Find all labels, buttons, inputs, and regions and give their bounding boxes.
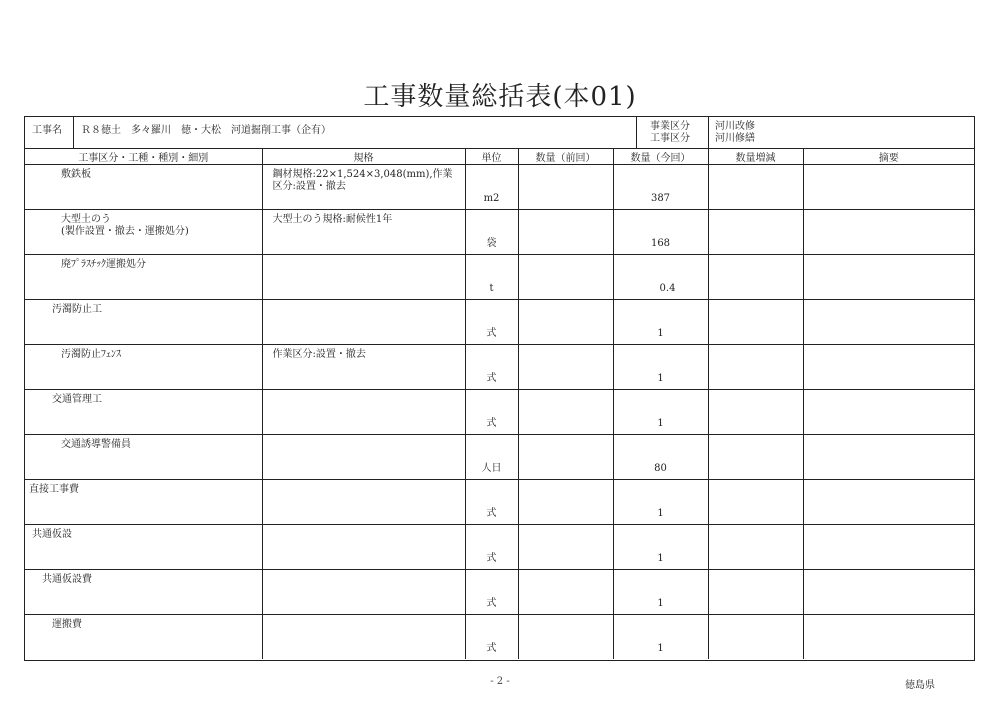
prev-qty-cell bbox=[518, 390, 613, 435]
column-header: 数量（前回） bbox=[518, 149, 613, 165]
table-row bbox=[25, 210, 974, 255]
item-qty: 168 bbox=[650, 238, 671, 249]
qty-cell bbox=[613, 480, 708, 525]
prev-qty-cell bbox=[518, 435, 613, 480]
item-name: 共通仮設費 bbox=[42, 574, 92, 585]
category-value-2: 河川修繕 bbox=[715, 133, 755, 144]
unit-cell bbox=[465, 615, 518, 660]
item-spec: 作業区分:設置・撤去 bbox=[272, 349, 366, 360]
prev-qty-cell bbox=[518, 480, 613, 525]
unit-cell bbox=[465, 345, 518, 390]
table-row bbox=[25, 480, 974, 525]
item-qty: 387 bbox=[650, 193, 671, 204]
item-cell bbox=[25, 480, 262, 525]
prev-qty-cell bbox=[518, 300, 613, 345]
item-cell bbox=[25, 210, 262, 255]
unit-cell bbox=[465, 300, 518, 345]
category-value-1: 河川改修 bbox=[715, 121, 755, 132]
item-unit: t bbox=[489, 283, 494, 294]
prev-qty-cell bbox=[518, 255, 613, 300]
item-cell bbox=[25, 435, 262, 480]
diff-cell bbox=[708, 255, 803, 300]
quantity-table bbox=[25, 149, 974, 659]
item-spec: 鋼材規格:22×1,524×3,048(mm),作業区分:設置・撤去 bbox=[272, 169, 453, 192]
column-header: 数量（今回） bbox=[613, 149, 708, 165]
item-unit: 式 bbox=[486, 418, 497, 429]
prev-qty-cell bbox=[518, 615, 613, 660]
item-unit: 式 bbox=[486, 373, 497, 384]
spec-cell bbox=[262, 255, 465, 300]
item-unit: m2 bbox=[483, 193, 500, 204]
diff-cell bbox=[708, 570, 803, 615]
item-unit: 人日 bbox=[481, 463, 502, 474]
item-qty: 1 bbox=[657, 373, 664, 384]
item-cell bbox=[25, 255, 262, 300]
item-cell bbox=[25, 390, 262, 435]
note-cell bbox=[803, 525, 974, 570]
table-row bbox=[25, 300, 974, 345]
item-unit: 式 bbox=[486, 598, 497, 609]
unit-cell bbox=[465, 165, 518, 210]
spec-cell bbox=[262, 435, 465, 480]
item-qty: 1 bbox=[657, 418, 664, 429]
item-qty: 1 bbox=[657, 598, 664, 609]
header-divider bbox=[708, 117, 709, 148]
table-row bbox=[25, 165, 974, 210]
table-row bbox=[25, 345, 974, 390]
prev-qty-cell bbox=[518, 210, 613, 255]
item-cell bbox=[25, 570, 262, 615]
prev-qty-cell bbox=[518, 345, 613, 390]
item-qty: 1 bbox=[657, 553, 664, 564]
spec-cell bbox=[262, 615, 465, 660]
item-spec: 大型土のう規格:耐候性1年 bbox=[272, 214, 393, 225]
diff-cell bbox=[708, 390, 803, 435]
note-cell bbox=[803, 345, 974, 390]
summary-sheet bbox=[24, 116, 975, 661]
category-labels bbox=[639, 121, 701, 145]
item-name: 交通誘導警備員 bbox=[61, 439, 131, 450]
category-label-2: 工事区分 bbox=[650, 133, 690, 144]
column-header: 単位 bbox=[465, 149, 518, 165]
organization-name: 徳島県 bbox=[905, 680, 935, 691]
note-cell bbox=[803, 570, 974, 615]
item-qty: 1 bbox=[657, 643, 664, 654]
column-header: 摘要 bbox=[803, 149, 974, 165]
diff-cell bbox=[708, 165, 803, 210]
qty-cell bbox=[613, 390, 708, 435]
table-row bbox=[25, 390, 974, 435]
diff-cell bbox=[708, 300, 803, 345]
unit-cell bbox=[465, 435, 518, 480]
unit-cell bbox=[465, 390, 518, 435]
unit-cell bbox=[465, 210, 518, 255]
qty-cell bbox=[613, 345, 708, 390]
item-name: 汚濁防止ﾌｪﾝｽ bbox=[61, 349, 121, 360]
spec-cell bbox=[262, 300, 465, 345]
page-title: 工事数量総括表(本01) bbox=[363, 82, 637, 112]
project-header bbox=[25, 117, 974, 149]
qty-cell bbox=[613, 210, 708, 255]
item-name: 大型土のう (製作設置・撤去・運搬処分) bbox=[61, 214, 189, 237]
item-unit: 袋 bbox=[486, 238, 497, 249]
unit-cell bbox=[465, 525, 518, 570]
column-header: 工事区分・工種・種別・細別 bbox=[25, 149, 262, 165]
category-values bbox=[715, 121, 755, 145]
note-cell bbox=[803, 390, 974, 435]
item-cell bbox=[25, 525, 262, 570]
item-unit: 式 bbox=[486, 508, 497, 519]
note-cell bbox=[803, 300, 974, 345]
table-row bbox=[25, 525, 974, 570]
unit-cell bbox=[465, 255, 518, 300]
qty-cell bbox=[613, 435, 708, 480]
diff-cell bbox=[708, 210, 803, 255]
item-qty: 1 bbox=[657, 328, 664, 339]
diff-cell bbox=[708, 615, 803, 660]
item-cell bbox=[25, 165, 262, 210]
diff-cell bbox=[708, 345, 803, 390]
item-qty: 1 bbox=[657, 508, 664, 519]
spec-cell bbox=[262, 390, 465, 435]
qty-cell bbox=[613, 615, 708, 660]
category-label-1: 事業区分 bbox=[650, 121, 690, 132]
item-name: 運搬費 bbox=[52, 619, 82, 630]
item-unit: 式 bbox=[486, 643, 497, 654]
qty-cell bbox=[613, 570, 708, 615]
project-label: 工事名 bbox=[32, 125, 62, 136]
qty-cell bbox=[613, 165, 708, 210]
note-cell bbox=[803, 435, 974, 480]
project-name: Ｒ８徳土 多々羅川 徳・大松 河道掘削工事（企有） bbox=[81, 125, 331, 136]
qty-cell bbox=[613, 255, 708, 300]
item-unit: 式 bbox=[486, 553, 497, 564]
note-cell bbox=[803, 210, 974, 255]
page-number: - 2 - bbox=[490, 676, 510, 687]
qty-cell bbox=[613, 525, 708, 570]
qty-cell bbox=[613, 300, 708, 345]
item-name: 廃ﾌﾟﾗｽﾁｯｸ運搬処分 bbox=[61, 259, 146, 270]
header-divider bbox=[636, 117, 637, 148]
diff-cell bbox=[708, 435, 803, 480]
header-divider bbox=[73, 117, 74, 148]
table-row bbox=[25, 615, 974, 660]
column-header: 数量増減 bbox=[708, 149, 803, 165]
table-row bbox=[25, 435, 974, 480]
spec-cell bbox=[262, 345, 465, 390]
table-row bbox=[25, 570, 974, 615]
unit-cell bbox=[465, 570, 518, 615]
item-name: 共通仮設 bbox=[32, 529, 72, 540]
item-cell bbox=[25, 345, 262, 390]
prev-qty-cell bbox=[518, 165, 613, 210]
note-cell bbox=[803, 480, 974, 525]
spec-cell bbox=[262, 525, 465, 570]
spec-cell bbox=[262, 210, 465, 255]
prev-qty-cell bbox=[518, 570, 613, 615]
item-cell bbox=[25, 300, 262, 345]
column-header: 規格 bbox=[262, 149, 465, 165]
diff-cell bbox=[708, 480, 803, 525]
item-name: 交通管理工 bbox=[52, 394, 102, 405]
item-qty: 0.4 bbox=[659, 283, 676, 294]
prev-qty-cell bbox=[518, 525, 613, 570]
note-cell bbox=[803, 165, 974, 210]
table-header-row bbox=[25, 149, 974, 165]
spec-cell bbox=[262, 480, 465, 525]
item-qty: 80 bbox=[654, 463, 667, 474]
note-cell bbox=[803, 615, 974, 660]
spec-cell bbox=[262, 165, 465, 210]
table-row bbox=[25, 255, 974, 300]
spec-cell bbox=[262, 570, 465, 615]
item-cell bbox=[25, 615, 262, 660]
item-unit: 式 bbox=[486, 328, 497, 339]
unit-cell bbox=[465, 480, 518, 525]
diff-cell bbox=[708, 525, 803, 570]
note-cell bbox=[803, 255, 974, 300]
item-name: 敷鉄板 bbox=[61, 169, 91, 180]
item-name: 汚濁防止工 bbox=[52, 304, 102, 315]
item-name: 直接工事費 bbox=[29, 484, 79, 495]
